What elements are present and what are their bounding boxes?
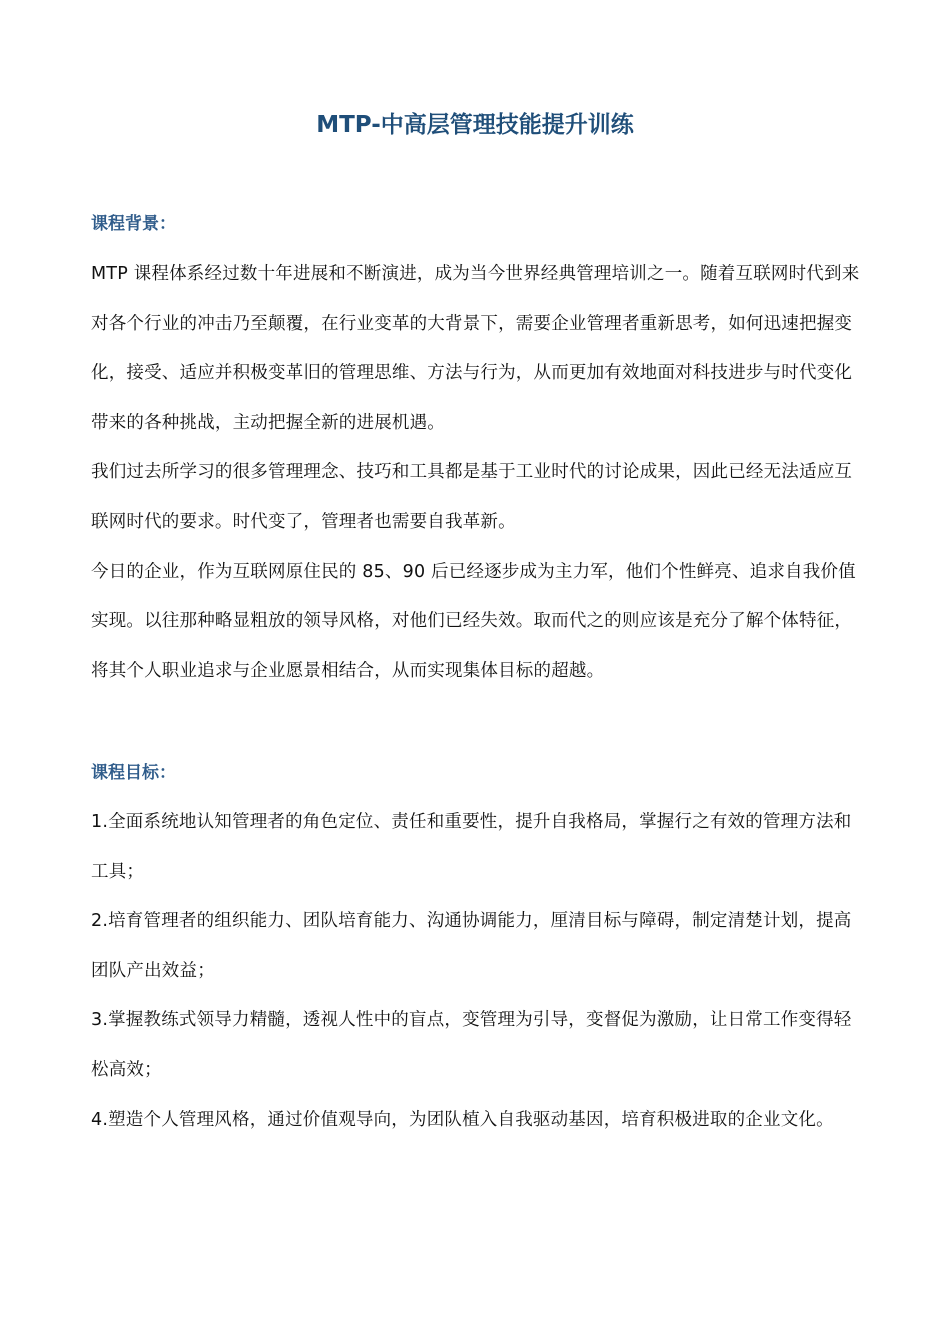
objective-item: 1.全面系统地认知管理者的角色定位、责任和重要性，提升自我格局，掌握行之有效的管理方法和工具； [91,812,852,882]
objective-item: 3.掌握教练式领导力精髓，透视人性中的盲点，变管理为引导，变督促为激励，让日常工作变得轻松高效； [91,1010,852,1080]
objective-item: 4.塑造个人管理风格，通过价值观导向，为团队植入自我驱动基因，培育积极进取的企业文化。 [91,1109,834,1130]
objective-item: 2.培育管理者的组织能力、团队培育能力、沟通协调能力，厘清目标与障碍，制定清楚计划，提高团队产出效益； [91,911,852,981]
document-title: MTP-中高层管理技能提升训练 [316,112,634,138]
objectives-heading: 课程目标： [91,763,176,783]
background-paragraph: MTP 课程体系经过数十年进展和不断演进，成为当今世界经典管理培训之一。随着互联网时代到来对各个行业的冲击乃至颠覆，在行业变革的大背景下，需要企业管理者重新思考，如何迅速把握变化，接受、适应并积极变革旧的管理思维、方法与行为，从而更加有效地面对科技进步与时代变化带来的各种挑战，主动把握全新的进展机遇。 [91,264,860,433]
background-heading: 课程背景： [91,214,176,234]
objectives-list [91,798,863,1145]
background-section [91,250,863,696]
background-paragraph: 今日的企业，作为互联网原住民的 85、90 后已经逐步成为主力军，他们个性鲜亮、追求自我价值实现。以往那种略显粗放的领导风格，对他们已经失效。取而代之的则应该是充分了解个体特征，将其个人职业追求与企业愿景相结合，从而实现集体目标的超越。 [91,561,856,681]
background-paragraph: 我们过去所学习的很多管理理念、技巧和工具都是基于工业时代的讨论成果，因此已经无法适应互联网时代的要求。时代变了，管理者也需要自我革新。 [91,462,853,532]
